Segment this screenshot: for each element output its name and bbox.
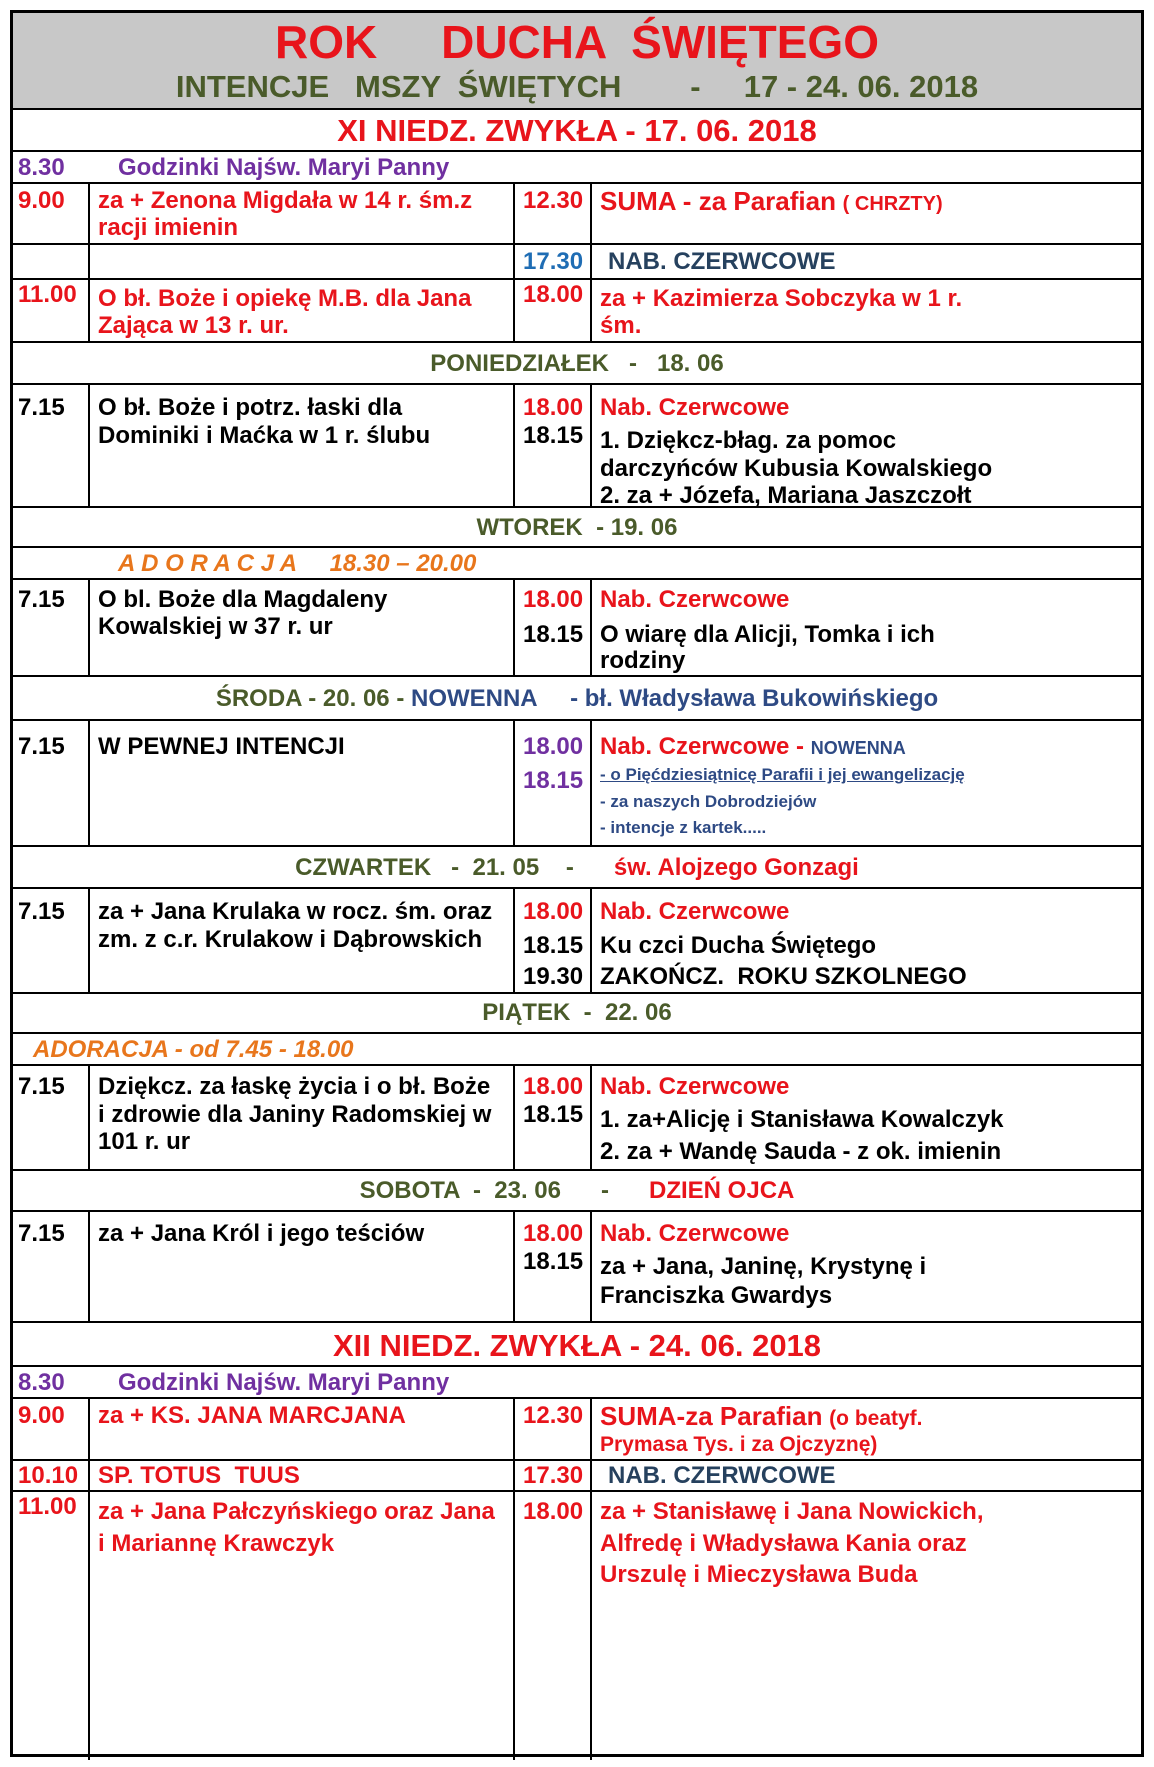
intention: Godzinki Najśw. Maryi Panny [118,154,450,181]
intention-line: za + Jana Pałczyńskiego oraz Jana [98,1498,495,1525]
sunday2-heading: XII NIEDZ. ZWYKŁA - 24. 06. 2018 [332,1328,822,1363]
time: 18.00 [523,1073,584,1100]
intention-line: zm. z c.r. Krulakow i Dąbrowskich [98,926,483,953]
page-title: ROK DUCHA ŚWIĘTEGO [275,16,879,68]
intention-line: O bl. Boże dla Magdaleny [98,586,388,613]
time: 19.30 [523,963,584,990]
time: 18.00 [523,394,584,421]
time: 18.00 [523,1220,584,1247]
monday-row [13,385,1141,508]
saturday-row [13,1212,1141,1323]
novena-label: Nab. Czerwcowe [600,898,790,925]
intention-line: Alfredę i Władysława Kania oraz [600,1530,967,1557]
intention-line: rodziny [600,647,686,674]
intention: NAB. CZERWCOWE [608,248,836,275]
time: 8.30 [18,1369,65,1396]
day-heading: PONIEDZIAŁEK - 18. 06 [430,350,724,377]
friday-heading-row [13,994,1141,1034]
sunday2-row-830 [13,1367,1141,1399]
chrzty-note: ( CHRZTY) [842,193,943,215]
adoration-note: A D O R A C J A 18.30 – 20.00 [118,550,477,577]
intention-line [600,1401,923,1434]
tuesday-row [13,580,1141,677]
intention-line: - intencje z kartek..... [600,818,767,837]
time: 18.00 [523,1498,584,1525]
day-heading: PIĄTEK - 22. 06 [482,999,672,1026]
sunday1-heading-row [13,110,1141,152]
time: 18.15 [523,1101,584,1128]
intention [600,186,943,219]
intention-line: śm. [600,312,642,339]
novena-label: Nab. Czerwcowe [600,586,790,613]
sunday2-row-900 [13,1399,1141,1461]
mass-schedule [10,10,1144,1757]
time: 7.15 [18,394,65,421]
intention-line: 1. Dziękcz-błag. za pomoc [600,427,897,454]
time: 7.15 [18,586,65,613]
intention: za + Jana Król i jego teściów [98,1220,425,1247]
intention-line: 1. za+Alicję i Stanisława Kowalczyk [600,1106,1004,1133]
intention-line: za + Zenona Migdała w 14 r. śm.z [98,187,473,214]
friday-row [13,1066,1141,1171]
time: 18.00 [523,898,584,925]
intention-line: Prymasa Tys. i za Ojczyznę) [600,1433,878,1456]
intention-line: ZAKOŃCZ. ROKU SZKOLNEGO [600,963,967,990]
intention-line: racji imienin [98,214,239,241]
intention-line: za + Jana Krulaka w rocz. śm. oraz [98,898,493,925]
time: 7.15 [18,733,65,760]
intention-line: Dziękcz. za łaskę życia i o bł. Boże [98,1073,491,1100]
intention-line: O bł. Boże i opiekę M.B. dla Jana [98,285,472,312]
intention-line: za + Kazimierza Sobczyka w 1 r. [600,285,963,312]
time: 8.30 [18,154,65,181]
wednesday-row [13,721,1141,847]
novena-label: Nab. Czerwcowe [600,1073,790,1100]
monday-heading-row [13,343,1141,385]
novena-label: Nab. Czerwcowe - NOWENNA [600,733,906,760]
time: 7.15 [18,1073,65,1100]
friday-adoration-row [13,1034,1141,1066]
intention-line: 2. za + Józefa, Mariana Jaszczołt [600,482,972,509]
sunday2-row-1100 [13,1492,1141,1760]
intention-line: Dominiki i Maćka w 1 r. ślubu [98,422,431,449]
sunday1-row-830 [13,152,1141,184]
time: 11.00 [18,281,77,308]
time: 11.00 [18,1493,77,1520]
time: 18.00 [523,281,584,308]
time: 10.10 [18,1462,79,1489]
intention-line: za + Stanisławę i Jana Nowickich, [600,1498,984,1525]
time: 18.00 [523,733,584,760]
sunday1-row-900 [13,184,1141,245]
novena-label: Nab. Czerwcowe [600,394,790,421]
sunday2-heading-row [13,1323,1141,1367]
intention-line: i zdrowie dla Janiny Radomskiej w [98,1101,492,1128]
suma-label: SUMA - za Parafian [600,186,836,216]
intention-line: Kowalskiej w 37 r. ur [98,613,333,640]
time: 17.30 [523,1462,584,1489]
intention-line: Ku czci Ducha Świętego [600,932,877,959]
header [13,13,1141,110]
intention-line: darczyńców Kubusia Kowalskiego [600,455,993,482]
time: 18.15 [523,767,584,794]
intention-line: Zająca w 13 r. ur. [98,312,289,339]
intention-line: Franciszka Gwardys [600,1282,833,1309]
time: 18.15 [523,932,584,959]
intention-line: 101 r. ur [98,1128,191,1155]
intention: Godzinki Najśw. Maryi Panny [118,1369,450,1396]
day-heading: ŚRODA - 20. 06 - NOWENNA - bł. Władysława Bukowińskiego [215,685,939,712]
time: 7.15 [18,898,65,925]
day-heading: SOBOTA - 23. 06 - DZIEŃ OJCA [359,1177,795,1204]
sunday1-row-1100 [13,280,1141,343]
time: 7.15 [18,1220,65,1247]
intention-line: - za naszych Dobrodziejów [600,792,817,811]
time: 18.15 [523,621,584,648]
intention-line: 2. za + Wandę Sauda - z ok. imienin [600,1138,1002,1165]
time: 12.30 [523,187,584,214]
time: 17.30 [523,248,584,275]
day-heading: WTOREK - 19. 06 [476,514,678,541]
time: 18.15 [523,1248,584,1275]
time: 18.15 [523,422,584,449]
thursday-heading-row [13,847,1141,889]
intention-line: O wiarę dla Alicji, Tomka i ich [600,621,935,648]
day-heading: CZWARTEK - 21. 05 - św. Alojzego Gonzagi [295,854,859,881]
saturday-heading-row [13,1171,1141,1212]
sunday2-row-1010 [13,1461,1141,1492]
sunday1-heading: XI NIEDZ. ZWYKŁA - 17. 06. 2018 [337,113,817,148]
page-subtitle: INTENCJE MSZY ŚWIĘTYCH - 17 - 24. 06. 2018 [175,69,979,104]
novena-label: Nab. Czerwcowe [600,1220,790,1247]
tuesday-adoration-row [13,548,1141,580]
time: 9.00 [18,187,65,214]
intention: NAB. CZERWCOWE [608,1462,836,1489]
intention-line: Urszulę i Mieczysława Buda [600,1561,918,1588]
intention: za + KS. JANA MARCJANA [98,1402,406,1429]
suma-note: (o beatyf. [829,1407,923,1430]
intention-line: za + Jana, Janinę, Krystynę i [600,1253,927,1280]
wednesday-heading-row [13,677,1141,721]
adoration-note: ADORACJA - od 7.45 - 18.00 [33,1036,354,1063]
time: 9.00 [18,1402,65,1429]
intention-line: - o Pięćdziesiątnicę Parafii i jej ewangelizację [600,765,965,784]
intention-line: i Mariannę Krawczyk [98,1530,335,1557]
intention: W PEWNEJ INTENCJI [98,733,345,760]
sunday1-row-1730 [13,245,1141,280]
suma-label: SUMA-za Parafian [600,1401,823,1431]
intention: SP. TOTUS TUUS [98,1462,300,1489]
thursday-row [13,889,1141,994]
tuesday-heading-row [13,508,1141,548]
time: 18.00 [523,586,584,613]
time: 12.30 [523,1402,584,1429]
intention-line: O bł. Boże i potrz. łaski dla [98,394,403,421]
